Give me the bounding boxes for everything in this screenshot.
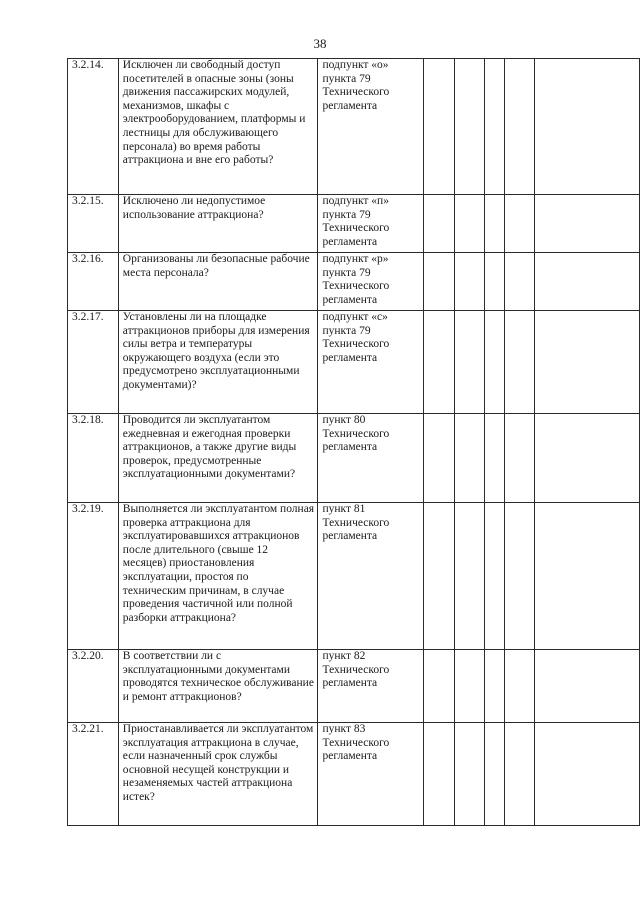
- answer-cell-na: [485, 253, 505, 311]
- answer-cell-no: [454, 414, 485, 503]
- answer-cell-extra: [504, 195, 534, 253]
- answer-cell-na: [485, 59, 505, 195]
- notes-cell: [534, 650, 639, 723]
- table-row: [68, 253, 640, 311]
- table-row: [68, 311, 640, 414]
- table-row: [68, 59, 640, 195]
- table-row: [68, 503, 640, 650]
- answer-cell-yes: [423, 59, 454, 195]
- legal-reference: пункт 82 Технического регламента: [318, 650, 423, 723]
- legal-reference: подпункт «с» пункта 79 Технического регламента: [318, 311, 423, 414]
- item-number: 3.2.16.: [68, 253, 119, 311]
- requirement-question: В соответствии ли с эксплуатационными документами проводятся техническое обслуживание и ремонт аттракционов?: [118, 650, 318, 723]
- table-row: [68, 195, 640, 253]
- answer-cell-no: [454, 723, 485, 826]
- answer-cell-yes: [423, 723, 454, 826]
- requirement-question: Исключено ли недопустимое использование аттракциона?: [118, 195, 318, 253]
- answer-cell-na: [485, 723, 505, 826]
- answer-cell-no: [454, 311, 485, 414]
- requirement-question: Приостанавливается ли эксплуатантом эксплуатация аттракциона в случае, если назначенный срок службы основной несущей конструкции и незаменяемых частей аттракциона истек?: [118, 723, 318, 826]
- answer-cell-no: [454, 59, 485, 195]
- answer-cell-yes: [423, 311, 454, 414]
- table-row: [68, 650, 640, 723]
- item-number: 3.2.17.: [68, 311, 119, 414]
- answer-cell-na: [485, 650, 505, 723]
- notes-cell: [534, 414, 639, 503]
- answer-cell-no: [454, 650, 485, 723]
- answer-cell-na: [485, 414, 505, 503]
- legal-reference: пункт 81 Технического регламента: [318, 503, 423, 650]
- item-number: 3.2.18.: [68, 414, 119, 503]
- answer-cell-na: [485, 311, 505, 414]
- notes-cell: [534, 59, 639, 195]
- notes-cell: [534, 723, 639, 826]
- requirement-question: Исключен ли свободный доступ посетителей в опасные зоны (зоны движения пассажирских модулей, механизмов, шкафы с электрооборудованием, платформы и лестницы для обслуживающего персонала) во время работы аттракциона и вне его работы?: [118, 59, 318, 195]
- table-row: [68, 723, 640, 826]
- answer-cell-na: [485, 195, 505, 253]
- answer-cell-no: [454, 503, 485, 650]
- item-number: 3.2.20.: [68, 650, 119, 723]
- answer-cell-extra: [504, 253, 534, 311]
- legal-reference: подпункт «п» пункта 79 Технического регламента: [318, 195, 423, 253]
- answer-cell-extra: [504, 723, 534, 826]
- notes-cell: [534, 311, 639, 414]
- answer-cell-yes: [423, 195, 454, 253]
- answer-cell-extra: [504, 311, 534, 414]
- item-number: 3.2.14.: [68, 59, 119, 195]
- answer-cell-yes: [423, 503, 454, 650]
- notes-cell: [534, 503, 639, 650]
- page-number: 38: [313, 36, 327, 51]
- table-row: [68, 414, 640, 503]
- legal-reference: подпункт «р» пункта 79 Технического регламента: [318, 253, 423, 311]
- answer-cell-yes: [423, 650, 454, 723]
- answer-cell-no: [454, 195, 485, 253]
- legal-reference: подпункт «о» пункта 79 Технического регламента: [318, 59, 423, 195]
- item-number: 3.2.15.: [68, 195, 119, 253]
- answer-cell-extra: [504, 414, 534, 503]
- legal-reference: пункт 80 Технического регламента: [318, 414, 423, 503]
- answer-cell-yes: [423, 253, 454, 311]
- item-number: 3.2.19.: [68, 503, 119, 650]
- answer-cell-na: [485, 503, 505, 650]
- requirement-question: Проводится ли эксплуатантом ежедневная и ежегодная проверки аттракционов, а также другие виды проверок, предусмотренные эксплуатационными документами?: [118, 414, 318, 503]
- requirement-question: Выполняется ли эксплуатантом полная проверка аттракциона для эксплуатировавшихся аттракционов после длительного (свыше 12 месяцев) приостановления эксплуатации, простоя по техническим причинам, в случае проведения частичной или полной разборки аттракциона?: [118, 503, 318, 650]
- checklist-table: [67, 58, 640, 826]
- answer-cell-extra: [504, 650, 534, 723]
- answer-cell-extra: [504, 503, 534, 650]
- answer-cell-extra: [504, 59, 534, 195]
- notes-cell: [534, 253, 639, 311]
- legal-reference: пункт 83 Технического регламента: [318, 723, 423, 826]
- requirement-question: Установлены ли на площадке аттракционов приборы для измерения силы ветра и температуры окружающего воздуха (если это предусмотрено эксплуатационными документами)?: [118, 311, 318, 414]
- requirement-question: Организованы ли безопасные рабочие места персонала?: [118, 253, 318, 311]
- answer-cell-yes: [423, 414, 454, 503]
- notes-cell: [534, 195, 639, 253]
- item-number: 3.2.21.: [68, 723, 119, 826]
- answer-cell-no: [454, 253, 485, 311]
